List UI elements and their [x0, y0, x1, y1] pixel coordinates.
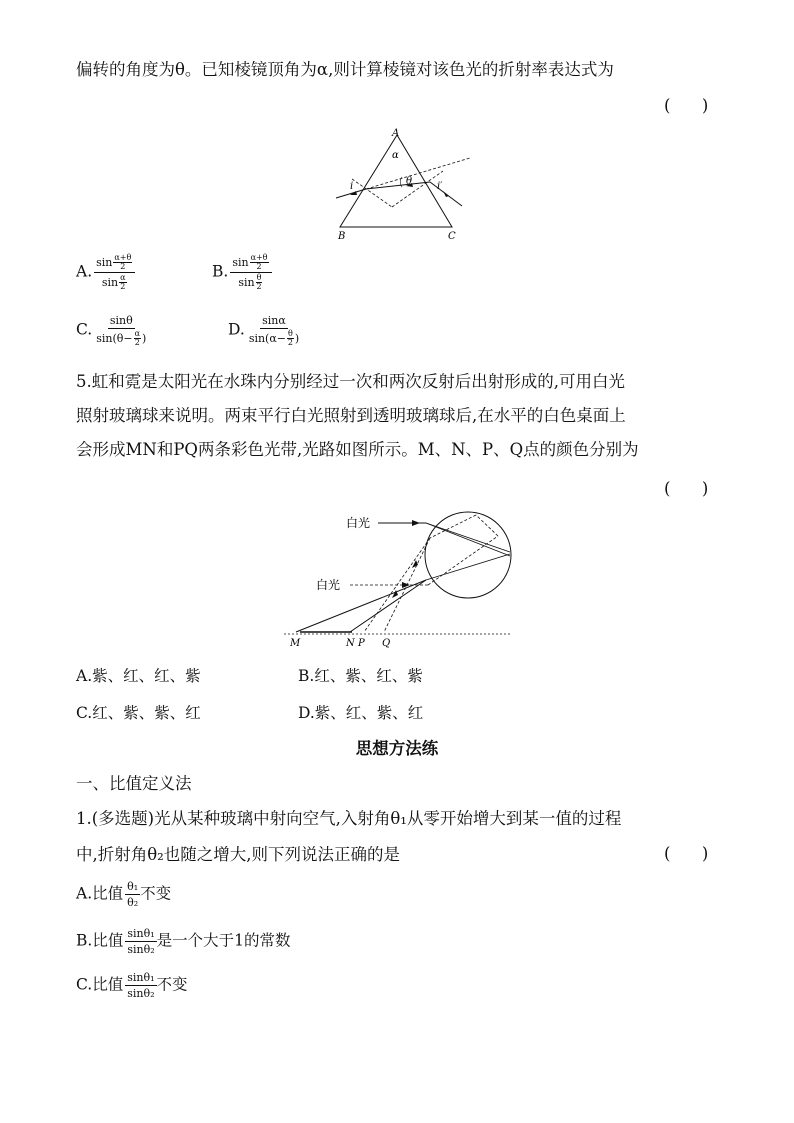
label-i: i: [350, 181, 354, 192]
label-Q: Q: [382, 638, 391, 649]
q5-text-line: 会形成MN和PQ两条彩色光带,光路如图所示。M、N、P、Q点的颜色分别为: [76, 440, 639, 459]
q4-text-line: 偏转的角度为θ。已知棱镜顶角为α,则计算棱镜对该色光的折射率表达式为: [76, 60, 614, 79]
q5-text-line: 照射玻璃球来说明。两束平行白光照射到透明玻璃球后,在水平的白色桌面上: [76, 406, 626, 425]
option-b: B. sin α+θ 2 sin θ 2: [212, 254, 272, 291]
option-a: A.比值 $\frac{\text{θ₁}}{\text{θ₂}}$ 不变: [76, 880, 172, 909]
label-alpha: α: [392, 150, 399, 161]
prism-figure: [330, 125, 470, 243]
label-white-light-lower: 白光: [316, 578, 341, 592]
option-b: B.红、紫、红、紫: [298, 667, 423, 685]
option-a: A. sin α+θ 2 sin α 2: [76, 254, 135, 291]
section-heading: 思想方法练: [355, 739, 439, 758]
option-c: C.红、紫、紫、红: [76, 704, 201, 722]
answer-parentheses: ( ): [664, 844, 709, 863]
option-d: D.紫、红、紫、红: [298, 704, 424, 722]
answer-parentheses: ( ): [664, 96, 709, 115]
label-M: M: [290, 638, 301, 649]
q5-text-line: 5.虹和霓是太阳光在水珠内分别经过一次和两次反射后出射形成的,可用白光: [76, 372, 625, 391]
option-a: A.紫、红、红、紫: [76, 667, 201, 685]
label-C: C: [448, 231, 456, 242]
label-i-prime: i′: [437, 181, 443, 192]
sphere-figure: [280, 508, 520, 650]
q1-text-line: 中,折射角θ₂也随之增大,则下列说法正确的是: [76, 845, 401, 864]
option-d: D. sinα sin(α− $\frac{\theta}{2}$ ): [228, 314, 300, 347]
answer-parentheses: ( ): [664, 479, 709, 498]
label-A: A: [392, 128, 400, 139]
option-c: C. sinθ sin(θ− $\frac{\alpha}{2}$ ): [76, 314, 147, 347]
label-B: B: [338, 231, 346, 242]
refracted-ray: [366, 182, 430, 189]
glass-sphere: [425, 512, 511, 598]
q1-text-line: 1.(多选题)光从某种玻璃中射向空气,入射角θ₁从零开始增大到某一值的过程: [76, 809, 622, 828]
normal-right: [392, 171, 443, 207]
option-b: B.比值 $\frac{\text{sinθ₁}}{\text{sinθ₂}}$ 是一个大于1的常数: [76, 927, 291, 956]
label-white-light-upper: 白光: [346, 516, 371, 530]
label-theta: θ: [406, 176, 413, 187]
subsection-title: 一、比值定义法: [76, 774, 192, 793]
label-P: P: [358, 638, 365, 649]
option-c: C.比值 $\frac{\text{sinθ₁}}{\text{sinθ₂}}$ 不变: [76, 971, 188, 1000]
label-N: N: [346, 638, 355, 649]
